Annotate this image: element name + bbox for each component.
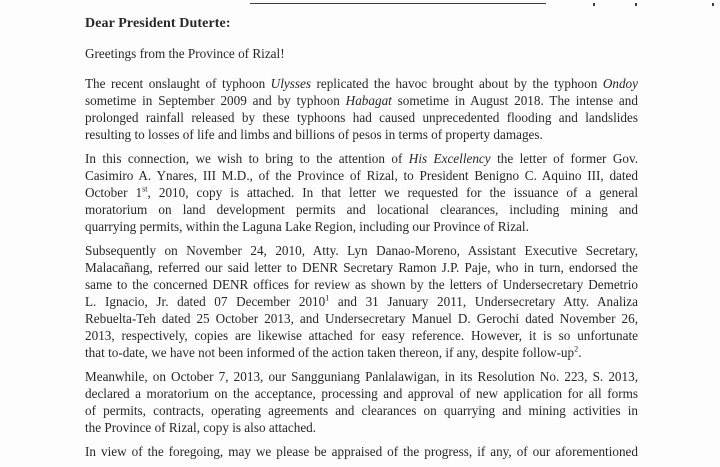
text-line: Casimiro A. Ynares, III M.D., of the Province of Rizal, to President Benigno C. Aquino III, dated [85,168,638,183]
text-line: that to-date, we have not been informed of the action taken thereon, if any, despite follow-$up^2$. [85,344,582,360]
text-line: prolonged rainfall released by these typhoons had caused unprecedented flooding and landslides [85,110,638,125]
text-line: 2013, respectively, copies are likewise attached for easy reference. However, it is so unfortunate [85,328,638,343]
text-line: Meanwhile, on October 7, 2013, our Sangguniang Panlalawigan, in its Resolution No. 223, S. 2013, [85,369,638,384]
text-line: October 1st, 2010, copy is attached. In that letter we requested for the issuance of a general [85,184,638,200]
paragraph-ynares-letter [85,150,638,235]
greeting-line: Greetings from the Province of Rizal! [85,46,285,61]
text-line: of permits, contracts, operating agreements and clearances on quarrying and mining activities in [85,403,638,418]
paragraph-resolution-223 [85,368,638,436]
text-line: resulting to losses of life and limbs and billions of pesos in terms of property damages. [85,127,543,142]
text-line: The recent onslaught of typhoon Ulysses replicated the havoc brought about by the typhoon Ondoy [85,76,638,91]
paragraph-denr-endorsement [85,242,638,361]
salutation: Dear President Duterte: [85,16,231,31]
text-line: Rebuelta-Teh dated 25 October 2013, and Undersecretary Manuel D. Gerochi dated November 26, [85,311,638,326]
paragraph-in-view [85,443,638,460]
paragraph-typhoon-damage [85,75,638,143]
text-line: quarrying permits, within the Laguna Lake Region, including our Province of Rizal. [85,219,529,234]
letter-body [85,0,638,467]
cutoff-text-descender [712,3,714,6]
text-line: same to the concerned DENR offices for review as shown by the letters of Undersecretary Demetrio [85,277,638,292]
text-line: In this connection, we wish to bring to the attention of His Excellency the letter of former Gov. [85,151,638,166]
paragraphs-block [85,75,638,460]
text-line: L. Ignacio, Jr. dated 07 December 2010$^1$ and 31 January 2011, Undersecretary Atty. Analiza [85,293,638,309]
text-line: In view of the foregoing, may we please be appraised of the progress, if any, of our aforementioned [85,444,638,459]
text-line: declared a moratorium on the acceptance, processing and approval of new application for all forms [85,386,638,401]
text-line: Subsequently on November 24, 2010, Atty. Lyn Danao-Moreno, Assistant Executive Secretary, [85,243,638,258]
text-line: Malacañang, referred our said letter to DENR Secretary Ramon J.P. Paje, who in turn, endorsed the [85,260,638,275]
text-line: the Province of Rizal, copy is also attached. [85,420,317,435]
text-line: moratorium on land development permits and locational clearances, including mining and [85,202,638,217]
text-line: sometime in September 2009 and by typhoon Habagat sometime in August 2018. The intense and [85,93,638,108]
